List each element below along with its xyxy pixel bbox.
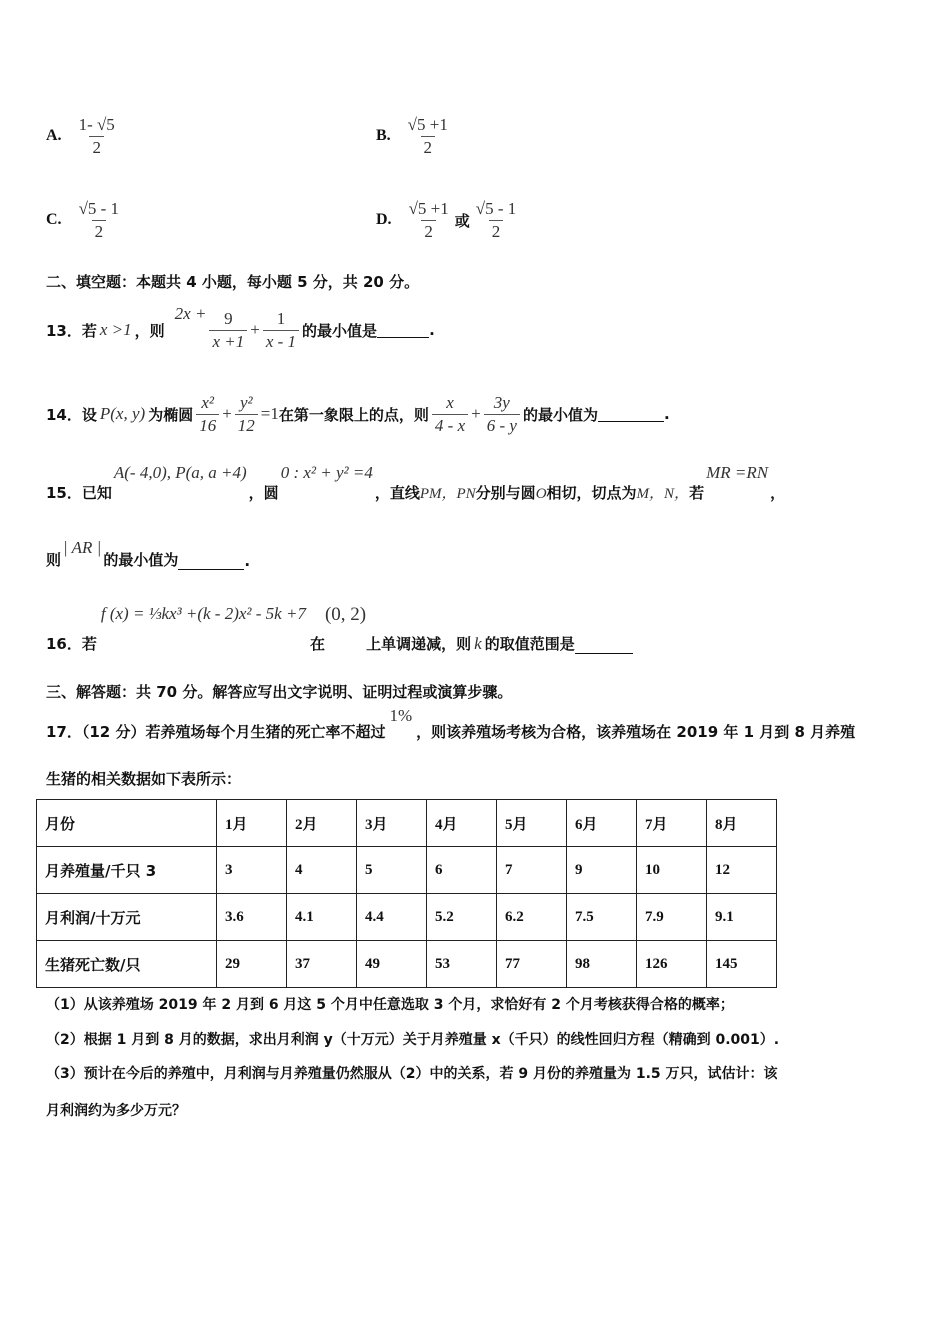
option-a-label: A. [46,127,62,144]
answer-blank[interactable] [598,407,664,422]
question-17: 17．（12 分）若养殖场每个月生猪的死亡率不超过 1% ，则该养殖场考核为合格，该养殖场在 2019 年 1 月到 8 月养殖 [46,706,856,741]
question-14: 14．设 P(x, y) 为椭圆 $\frac{\text{x²}}{16}$ + $\frac{\text{y²}}{12}$ =1 在第一象限上的点，则 $\frac{x}{4 - x}$ + $\frac{3y}{6 - y}$ 的最小值为 . [46,392,670,435]
option-a [46,106,121,166]
option-c-fraction: $\frac{√5 - 1}{2}$ [78,198,120,241]
question-15: 15．已知 A(- 4,0), P(a, a +4) ，圆 0 : x² + y² =4 ，直线 PM，PN 分别与圆 O 相切，切点为 M，N， 若 MR =RN ， [46,463,786,502]
option-b-fraction: $\frac{√5 +1}{2}$ [407,114,448,157]
sub-question-1: （1）从该养殖场 2019 年 2 月到 6 月这 5 个月中任意选取 3 个月，求恰好有 2 个月考核获得合格的概率； [46,997,734,1013]
section-3-heading: 三、解答题：共 70 分。解答应写出文字说明、证明过程或演算步骤。 [46,683,513,701]
table-row: 生猪死亡数/只 29 37 49 53 77 98 126 145 [37,941,777,988]
table-row: 月养殖量/千只 3 3 4 5 6 7 9 10 12 [37,847,777,894]
answer-blank[interactable] [377,323,429,338]
option-c: C. $\frac{√5 - 1}{2}$ [46,190,125,250]
option-d-fraction-2: $\frac{√5 - 1}{2}$ [475,198,517,241]
sub-question-3: （3）预计在今后的养殖中，月利润与月养殖量仍然服从（2）中的关系，若 9 月份的养殖量为 1.5 万只，试估计：该 [46,1066,778,1082]
sub-question-2: （2）根据 1 月到 8 月的数据，求出月利润 y（十万元）关于月养殖量 x（千只）的线性回归方程（精确到 0.001）. [46,1032,780,1048]
question-15-line-2: 则 | AR | 的最小值为 . [46,538,251,570]
option-d: D. $\frac{√5 +1}{2}$ 或 $\frac{√5 - 1}{2}$ [376,190,522,250]
question-17-line-2: 生猪的相关数据如下表所示： [46,770,242,788]
section-2-heading: 二、填空题：本题共 4 小题，每小题 5 分，共 20 分。 [46,273,420,291]
question-13: 13．若 x >1 ，则 2x + $\frac{9}{x +1}$ + $\frac{1}{x - 1}$ 的最小值是 . [46,304,435,351]
table-row: 月利润/十万元 3.6 4.1 4.4 5.2 6.2 7.5 7.9 9.1 [37,894,777,941]
pig-farm-data-table [36,799,777,988]
option-b: B. $\frac{√5 +1}{2}$ [376,106,454,166]
sub-question-3-line-2: 月利润约为多少万元？ [46,1103,186,1119]
question-16: 16．若 f (x) = ⅓kx³ +(k - 2)x² - 5k +7 在 (0, 2) 上单调递减，则 k 的取值范围是 [46,604,633,654]
table-header-row: 月份 1月 2月 3月 4月 5月 6月 7月 8月 [37,800,777,847]
option-a-fraction: $\frac{1- √5}{2}$ [78,114,115,157]
answer-blank[interactable] [575,639,633,654]
answer-blank[interactable] [178,555,244,570]
option-d-fraction-1: $\frac{√5 +1}{2}$ [408,198,449,241]
